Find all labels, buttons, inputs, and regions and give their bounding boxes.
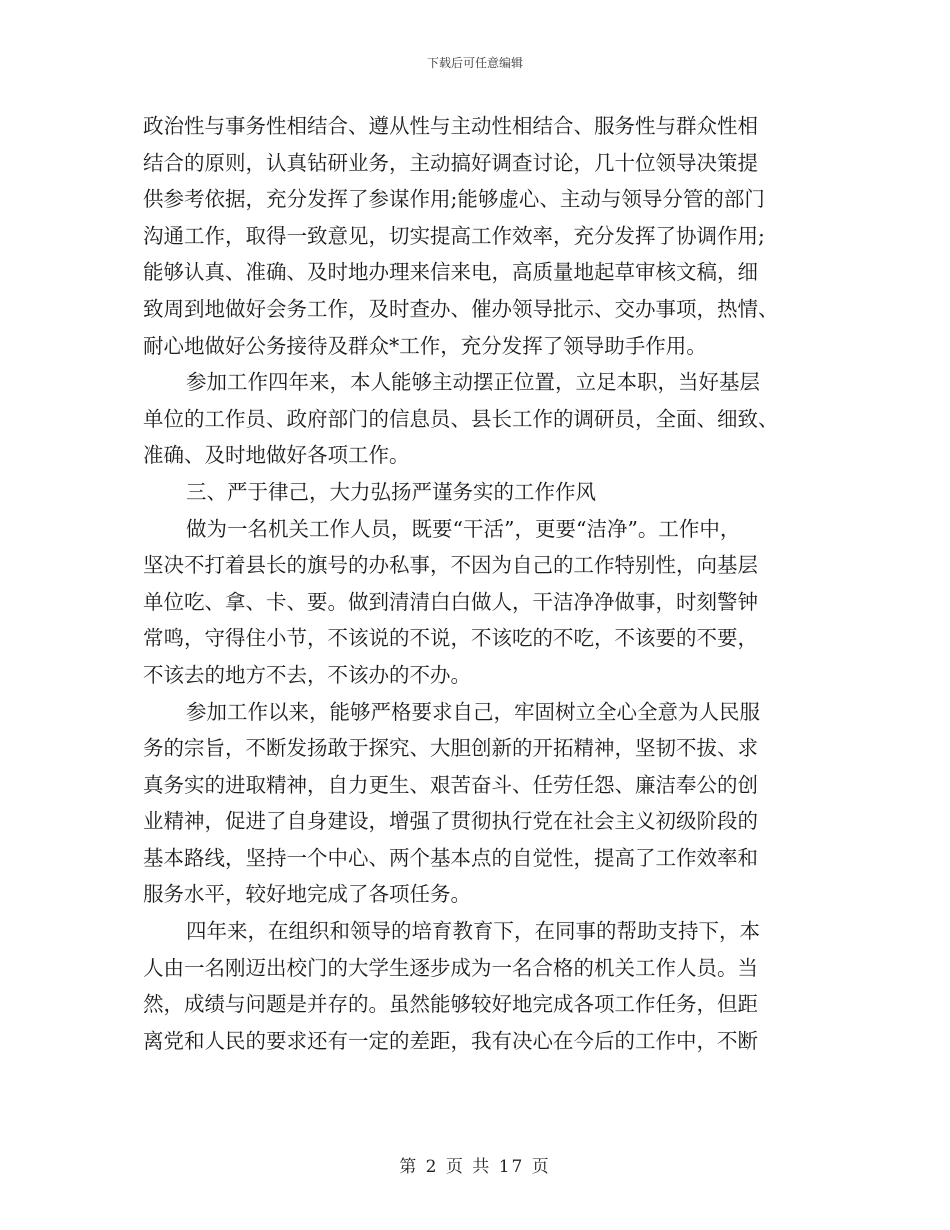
text-line: 基本路线，坚持一个中心、两个基本点的自觉性，提高了工作效率和 xyxy=(143,845,758,870)
text-line: 准确、及时地做好各项工作。 xyxy=(143,443,410,468)
text-line: 供参考依据，充分发挥了参谋作用;能够虚心、主动与领导分管的部门 xyxy=(143,187,765,212)
text-line: 单位的工作员、政府部门的信息员、县长工作的调研员，全面、细致、 xyxy=(143,406,779,431)
text-line: 坚决不打着县长的旗号的办私事，不因为自己的工作特别性，向基层 xyxy=(143,553,758,578)
text-line: 四年来，在组织和领导的培育教育下，在同事的帮助支持下，本 xyxy=(186,919,760,944)
text-line: 政治性与事务性相结合、遵从性与主动性相结合、服务性与群众性相 xyxy=(143,114,758,138)
page-number-footer: 第 2 页 共 17 页 xyxy=(399,1157,551,1177)
text-line: 参加工作四年来，本人能够主动摆正位置，立足本职，当好基层 xyxy=(186,370,760,395)
text-line: 单位吃、拿、卡、要。做到清清白白做人，干洁净净做事，时刻警钟 xyxy=(143,589,758,614)
text-line: 常鸣，守得住小节，不该说的不说，不该吃的不吃，不该要的不要， xyxy=(143,626,758,651)
text-line: 耐心地做好公务接待及群众*工作，充分发挥了领导助手作用。 xyxy=(143,333,707,358)
page-header: 下载后可任意编辑 xyxy=(426,56,523,70)
text-line: 结合的原则，认真钻研业务，主动搞好调查讨论，几十位领导决策提 xyxy=(143,150,758,175)
text-line: 做为一名机关工作人员，既要“干活”，更要“洁净”。工作中， xyxy=(186,516,741,541)
text-line: 参加工作以来，能够严格要求自己，牢固树立全心全意为人民服 xyxy=(186,699,760,724)
text-line: 务的宗旨，不断发扬敢于探究、大胆创新的开拓精神，坚韧不拔、求 xyxy=(143,736,758,761)
text-line: 致周到地做好会务工作，及时查办、催办领导批示、交办事项，热情、 xyxy=(143,296,779,321)
text-line: 然，成绩与问题是并存的。虽然能够较好地完成各项工作任务，但距 xyxy=(143,992,758,1017)
text-line: 服务水平，较好地完成了各项任务。 xyxy=(143,882,471,907)
text-line: 能够认真、准确、及时地办理来信来电，高质量地起草审核文稿，细 xyxy=(143,260,758,285)
text-line: 真务实的进取精神，自力更生、艰苦奋斗、任劳任怨、廉洁奉公的创 xyxy=(143,772,758,797)
text-line: 人由一名刚迈出校门的大学生逐步成为一名合格的机关工作人员。当 xyxy=(143,955,758,980)
section-heading: 三、严于律己，大力弘扬严谨务实的工作作风 xyxy=(186,479,596,504)
text-line: 业精神，促进了自身建设，增强了贯彻执行党在社会主义初级阶段的 xyxy=(143,809,758,834)
document-body xyxy=(143,108,811,1059)
text-line: 不该去的地方不去，不该办的不办。 xyxy=(143,662,471,687)
text-line: 沟通工作，取得一致意见，切实提高工作效率，充分发挥了协调作用; xyxy=(143,223,765,248)
text-line: 离党和人民的要求还有一定的差距，我有决心在今后的工作中，不断 xyxy=(143,1028,758,1053)
